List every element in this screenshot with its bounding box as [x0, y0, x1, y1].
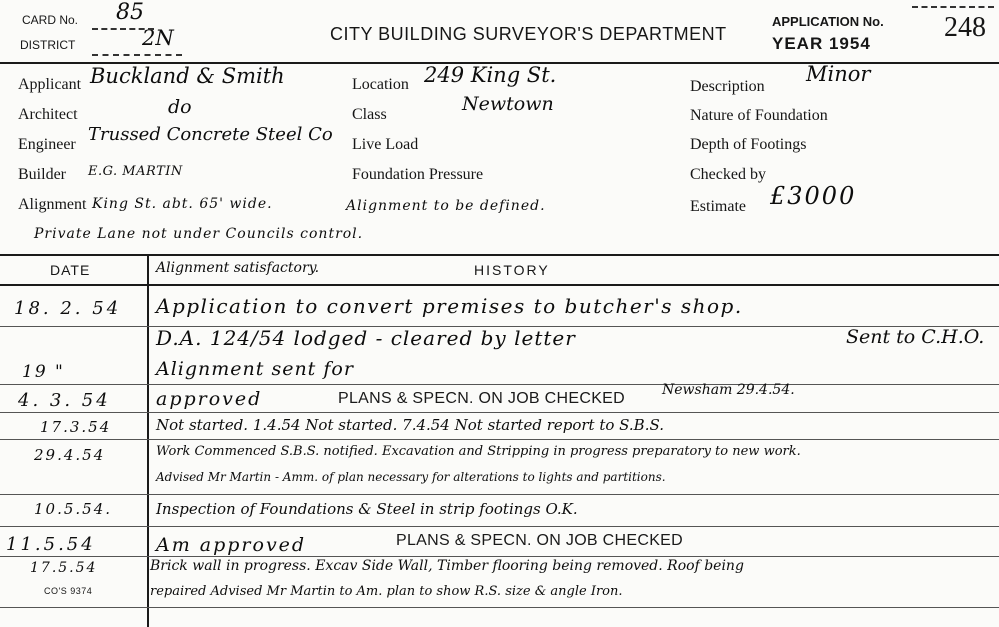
- application-no-label: APPLICATION No.: [772, 14, 884, 29]
- history-row-rule: [0, 607, 999, 608]
- history-header-rule: [0, 284, 999, 286]
- alignment-note: Alignment to be defined.: [346, 198, 546, 214]
- history-row-rule: [0, 526, 999, 527]
- nature-of-foundation-label: Nature of Foundation: [690, 107, 828, 124]
- history-row-aside: Newsham 29.4.54.: [662, 382, 795, 398]
- card-no-label: CARD No.: [22, 13, 79, 27]
- district-label: DISTRICT: [20, 38, 76, 52]
- history-row-date: 18. 2. 54: [14, 298, 122, 319]
- alignment-status: Alignment satisfactory.: [156, 260, 320, 276]
- checked-by-label: Checked by: [690, 166, 766, 183]
- history-row-text: Work Commenced S.B.S. notified. Excavation and Stripping in progress preparatory to new work.: [156, 444, 801, 459]
- print-code: CO'S 9374: [44, 586, 93, 596]
- architect-value: do: [168, 96, 192, 118]
- estimate-label: Estimate: [690, 198, 746, 215]
- depth-of-footings-label: Depth of Footings: [690, 136, 807, 153]
- history-row-rule: [0, 439, 999, 440]
- history-row-text: Not started. 1.4.54 Not started. 7.4.54 Not started report to S.B.S.: [156, 416, 664, 434]
- estimate-value: £3000: [770, 182, 857, 210]
- district-value: 2N: [142, 26, 174, 50]
- history-row-rule: [0, 556, 999, 557]
- history-row-text: approved: [156, 388, 263, 410]
- history-row-rule: [0, 412, 999, 413]
- history-row-date: 4. 3. 54: [18, 390, 111, 411]
- engineer-label: Engineer: [18, 136, 76, 153]
- location-value: 249 King St.: [424, 63, 557, 87]
- private-lane-note: Private Lane not under Councils control.: [34, 226, 364, 242]
- history-row-date: 29.4.54: [34, 446, 106, 464]
- applicant-value: Buckland & Smith: [90, 64, 285, 88]
- year-label: YEAR 1954: [772, 34, 871, 53]
- history-row-text: Advised Mr Martin - Amm. of plan necessary for alterations to lights and partitions.: [156, 470, 666, 484]
- history-row-text: Alignment sent for: [156, 358, 354, 380]
- history-top-rule: [0, 254, 999, 256]
- date-column-header: DATE: [50, 262, 91, 278]
- history-row-date: 11.5.54: [6, 534, 96, 555]
- application-no-underline: [912, 6, 994, 8]
- class-value: Newtown: [462, 93, 554, 115]
- history-row-text: D.A. 124/54 lodged - cleared by letter: [156, 326, 576, 350]
- class-label: Class: [352, 106, 387, 123]
- applicant-label: Applicant: [18, 76, 82, 93]
- history-row-text: Inspection of Foundations & Steel in strip footings O.K.: [156, 500, 578, 518]
- history-row-date: 10.5.54.: [34, 500, 113, 518]
- history-row-text: Application to convert premises to butcher's shop.: [156, 294, 743, 318]
- history-column-header: HISTORY: [474, 262, 550, 278]
- date-column-divider: [147, 254, 149, 627]
- engineer-value: Trussed Concrete Steel Co: [88, 124, 333, 145]
- card-no-underline: [92, 28, 154, 30]
- history-row-stamp: PLANS & SPECN. ON JOB CHECKED: [338, 390, 625, 407]
- history-row-stamp: PLANS & SPECN. ON JOB CHECKED: [396, 532, 683, 549]
- location-label: Location: [352, 76, 409, 93]
- architect-label: Architect: [18, 106, 78, 123]
- description-value: Minor: [806, 62, 871, 86]
- history-row-date: 17.3.54: [40, 418, 112, 436]
- application-no-value: 248: [944, 12, 986, 43]
- history-row-text: Am approved: [156, 534, 307, 556]
- history-row-date: 19 ": [22, 362, 65, 382]
- history-row-date: 17.5.54: [30, 560, 98, 576]
- history-row-rule: [0, 384, 999, 385]
- history-row-aside: Sent to C.H.O.: [846, 326, 985, 348]
- history-row-text: repaired Advised Mr Martin to Am. plan to show R.S. size & angle Iron.: [150, 584, 623, 599]
- department-title: CITY BUILDING SURVEYOR'S DEPARTMENT: [330, 24, 727, 44]
- alignment-label: Alignment: [18, 196, 87, 213]
- builder-label: Builder: [18, 166, 66, 183]
- builder-value: E.G. MARTIN: [88, 164, 183, 179]
- card-no-value: 85: [116, 0, 144, 25]
- history-row-rule: [0, 494, 999, 495]
- live-load-label: Live Load: [352, 136, 419, 153]
- foundation-pressure-label: Foundation Pressure: [352, 166, 484, 183]
- description-label: Description: [690, 78, 765, 95]
- alignment-value: King St. abt. 65' wide.: [92, 196, 273, 212]
- history-row-text: Brick wall in progress. Excav Side Wall, Timber flooring being removed. Roof being: [150, 558, 744, 574]
- district-underline: [92, 54, 182, 56]
